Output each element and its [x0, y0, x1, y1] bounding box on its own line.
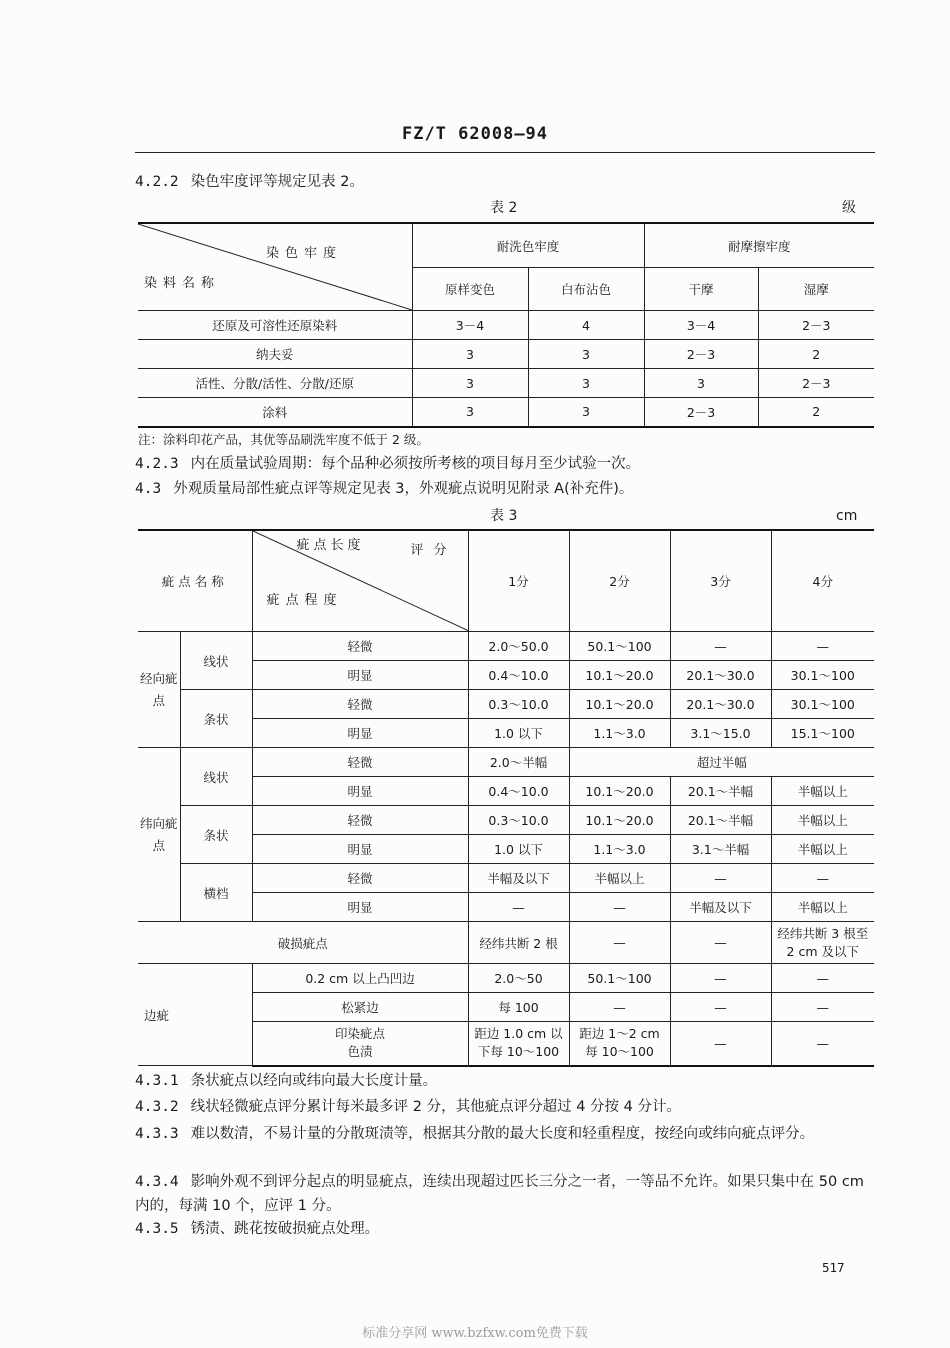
section-text: 染色牢度评等规定见表 2。 [190, 174, 364, 190]
table3-diagonal-header [252, 530, 468, 632]
table3-cell: — [771, 993, 874, 1022]
document-header: FZ/T 62008—94 [401, 124, 549, 144]
table-row [138, 806, 874, 835]
table3-damage-label: 破损疵点 [138, 922, 468, 964]
table2-cell: 2 [758, 340, 874, 369]
section-text: 外观质量局部性疵点评等规定见表 3，外观疵点说明见附录 A(补充件)。 [173, 481, 634, 497]
table2-cell: 3 [644, 369, 758, 398]
table3-cell: 半幅及以下 [468, 864, 569, 893]
table3-cell: 0.4～10.0 [468, 661, 569, 690]
watermark: 标准分享网 www.bzfxw.com免费下载 [362, 1326, 588, 1341]
section-4-2-2 [135, 172, 364, 192]
diag-label-length: 疵点长度 [296, 538, 365, 553]
table3-cell: 半幅以上 [771, 777, 874, 806]
table3-cell: 经纬共断 2 根 [468, 922, 569, 964]
table-row [138, 864, 874, 893]
table3-degree: 明显 [252, 893, 468, 922]
page-number: 517 [822, 1260, 845, 1275]
table3-strip-label: 条状 [180, 806, 252, 864]
diag-label-score: 评分 [410, 543, 457, 558]
table3-cell: — [670, 922, 771, 964]
table-row [138, 369, 874, 398]
table2-cell: 3－4 [412, 311, 528, 340]
table3-degree: 轻微 [252, 806, 468, 835]
table3-edge-print-label: 印染疵点 [335, 1026, 386, 1042]
table3-cell: 20.1～30.0 [670, 661, 771, 690]
section-number: 4.3.3 [135, 1126, 179, 1142]
section-4-3 [135, 479, 633, 499]
table3-cell: 50.1～100 [569, 964, 670, 993]
table2-col-header: 湿摩 [758, 268, 874, 311]
table3-crossbar-label: 横档 [180, 864, 252, 922]
section-number: 4.2.3 [135, 456, 179, 472]
table-row [138, 632, 874, 661]
section-number: 4.3 [135, 481, 162, 497]
table3-cell: 2.0～50 [468, 964, 569, 993]
table3-degree: 明显 [252, 835, 468, 864]
table3-degree: 轻微 [252, 864, 468, 893]
table2-cell: 3 [412, 369, 528, 398]
diagonal-line [138, 224, 412, 310]
table3-cell: 半幅以上 [771, 806, 874, 835]
table2-cell: 3 [412, 340, 528, 369]
table2-caption: 表 2 [490, 200, 518, 216]
section-text: 锈渍、跳花按破损疵点处理。 [190, 1221, 380, 1237]
table3-cell: 10.1～20.0 [569, 690, 670, 719]
table3-edge-item [252, 1022, 468, 1066]
table-row [138, 964, 874, 993]
table2-unit: 级 [842, 200, 856, 216]
table3-cell: 每 100 [468, 993, 569, 1022]
table3-cell: 15.1～100 [771, 719, 874, 748]
table-row [138, 748, 874, 777]
table2-group-wash: 耐洗色牢度 [412, 223, 644, 268]
table3-cell: 超过半幅 [569, 748, 874, 777]
table3-cell: 20.1～半幅 [670, 777, 771, 806]
section-text: 线状轻微疵点评分累计每米最多评 2 分，其他疵点评分超过 4 分按 4 分计。 [190, 1099, 681, 1115]
table3-degree: 明显 [252, 777, 468, 806]
table3-cell: 10.1～20.0 [569, 777, 670, 806]
table3-cell: — [468, 893, 569, 922]
table3-cell: 20.1～半幅 [670, 806, 771, 835]
table3-cell: 30.1～100 [771, 661, 874, 690]
table3-cell: — [771, 632, 874, 661]
table3-cell: 2.0～半幅 [468, 748, 569, 777]
table-row [138, 311, 874, 340]
table3-cell: 经纬共断 3 根至 2 cm 及以下 [771, 922, 874, 964]
table3-score-header: 3分 [670, 530, 771, 632]
table3-cell: 半幅以上 [771, 893, 874, 922]
table3-cell: 3.1～15.0 [670, 719, 771, 748]
table3-cell: 0.3～10.0 [468, 806, 569, 835]
table2-cell: 4 [528, 311, 644, 340]
table3-line-label: 线状 [180, 748, 252, 806]
diag-label-dye-name: 染料名称 [144, 276, 221, 291]
section-text: 条状疵点以经向或纬向最大长度计量。 [190, 1073, 438, 1089]
section-text: 影响外观不到评分起点的明显疵点，连续出现超过匹长三分之一者，一等品不允许。如果只集中在 50 cm 内的，每满 10 个，应评 1 分。 [135, 1174, 864, 1214]
table3-cell: 10.1～20.0 [569, 806, 670, 835]
section-4-2-3 [135, 454, 640, 474]
table3-cell: — [670, 993, 771, 1022]
table2-col-header: 白布沾色 [528, 268, 644, 311]
table3-strip-label: 条状 [180, 690, 252, 748]
diag-label-degree: 疵点程度 [266, 593, 343, 608]
diag-label-fastness: 染色牢度 [266, 246, 343, 261]
table3-cell: — [569, 922, 670, 964]
table3-cell: — [670, 632, 771, 661]
table2-col-header: 原样变色 [412, 268, 528, 311]
section-number: 4.3.2 [135, 1099, 179, 1115]
table3-warp-label: 经向疵点 [138, 632, 180, 748]
table3-unit: cm [836, 508, 858, 524]
table3-degree: 轻微 [252, 748, 468, 777]
table3-cell: — [670, 964, 771, 993]
table3-score-header: 2分 [569, 530, 670, 632]
table3-edge-item: 0.2 cm 以上凸凹边 [252, 964, 468, 993]
table3-cell: 距边 1.0 cm 以下每 10～100 [468, 1022, 569, 1066]
table2-cell: 2 [758, 398, 874, 427]
table2-cell: 2－3 [758, 369, 874, 398]
table3-edge-item: 松紧边 [252, 993, 468, 1022]
section-text: 难以数清，不易计量的分散斑渍等，根据其分散的最大长度和轻重程度，按经向或纬向疵点评分。 [190, 1126, 815, 1142]
table2-cell: 2－3 [758, 311, 874, 340]
table3-cell: — [670, 1022, 771, 1066]
table3-score-header: 4分 [771, 530, 874, 632]
section-number: 4.3.4 [135, 1174, 179, 1190]
table3-degree: 轻微 [252, 690, 468, 719]
table3-cell: 半幅以上 [569, 864, 670, 893]
table3-cell: 3.1～半幅 [670, 835, 771, 864]
table3-caption: 表 3 [490, 508, 518, 524]
table3-cell: 1.0 以下 [468, 719, 569, 748]
table3-cell: 1.1～3.0 [569, 719, 670, 748]
table3-weft-label: 纬向疵点 [138, 748, 180, 922]
table2-cell: 3 [528, 369, 644, 398]
table3-cell: 50.1～100 [569, 632, 670, 661]
table3-edge-label: 边疵 [138, 964, 252, 1066]
section-number: 4.3.5 [135, 1221, 179, 1237]
table3-cell: 0.4～10.0 [468, 777, 569, 806]
table3-score-header: 1分 [468, 530, 569, 632]
section-4-3-3 [135, 1122, 875, 1146]
table2-row-name: 还原及可溶性还原染料 [138, 311, 412, 340]
table2-diagonal-header [138, 223, 412, 311]
table-3 [138, 529, 874, 1067]
table3-cell: — [771, 1022, 874, 1066]
table2-cell: 2－3 [644, 398, 758, 427]
table2-cell: 3 [528, 340, 644, 369]
table3-cell: 20.1～30.0 [670, 690, 771, 719]
section-4-3-2 [135, 1097, 875, 1117]
table3-cell: 2.0～50.0 [468, 632, 569, 661]
table-row [138, 398, 874, 427]
section-number: 4.2.2 [135, 174, 179, 190]
table2-row-name: 活性、分散/活性、分散/还原 [138, 369, 412, 398]
table2-col-header: 干摩 [644, 268, 758, 311]
table3-cell: 1.1～3.0 [569, 835, 670, 864]
table3-degree: 轻微 [252, 632, 468, 661]
table3-cell: — [569, 893, 670, 922]
table-2 [138, 222, 874, 428]
table-row [138, 922, 874, 964]
table3-cell: — [670, 864, 771, 893]
table3-cell: 1.0 以下 [468, 835, 569, 864]
table3-line-label: 线状 [180, 632, 252, 690]
table3-cell: 0.3～10.0 [468, 690, 569, 719]
table2-cell: 3 [412, 398, 528, 427]
section-number: 4.3.1 [135, 1073, 179, 1089]
table3-cell: 半幅以上 [771, 835, 874, 864]
header-rule [135, 152, 875, 153]
section-4-3-4 [135, 1170, 875, 1218]
table3-edge-stain-label: 色渍 [347, 1044, 373, 1060]
table3-cell: 距边 1～2 cm 每 10～100 [569, 1022, 670, 1066]
table3-cell: 30.1～100 [771, 690, 874, 719]
table2-note: 注：涂料印花产品，其优等品刷洗牢度不低于 2 级。 [138, 432, 429, 447]
table2-row-name: 纳夫妥 [138, 340, 412, 369]
table3-degree: 明显 [252, 661, 468, 690]
table2-group-rub: 耐摩擦牢度 [644, 223, 874, 268]
table3-cell: 半幅及以下 [670, 893, 771, 922]
table2-cell: 2－3 [644, 340, 758, 369]
section-text: 内在质量试验周期：每个品种必须按所考核的项目每月至少试验一次。 [190, 456, 641, 472]
table3-cell: — [569, 993, 670, 1022]
table3-cell: — [771, 864, 874, 893]
table3-degree: 明显 [252, 719, 468, 748]
table3-cell: 10.1～20.0 [569, 661, 670, 690]
table-row [138, 340, 874, 369]
table2-cell: 3－4 [644, 311, 758, 340]
table2-cell: 3 [528, 398, 644, 427]
section-4-3-5 [135, 1219, 875, 1239]
table3-cell: — [771, 964, 874, 993]
table-row [138, 690, 874, 719]
table2-row-name: 涂料 [138, 398, 412, 427]
table3-defect-name-header: 疵点名称 [138, 530, 252, 632]
section-4-3-1 [135, 1071, 875, 1091]
